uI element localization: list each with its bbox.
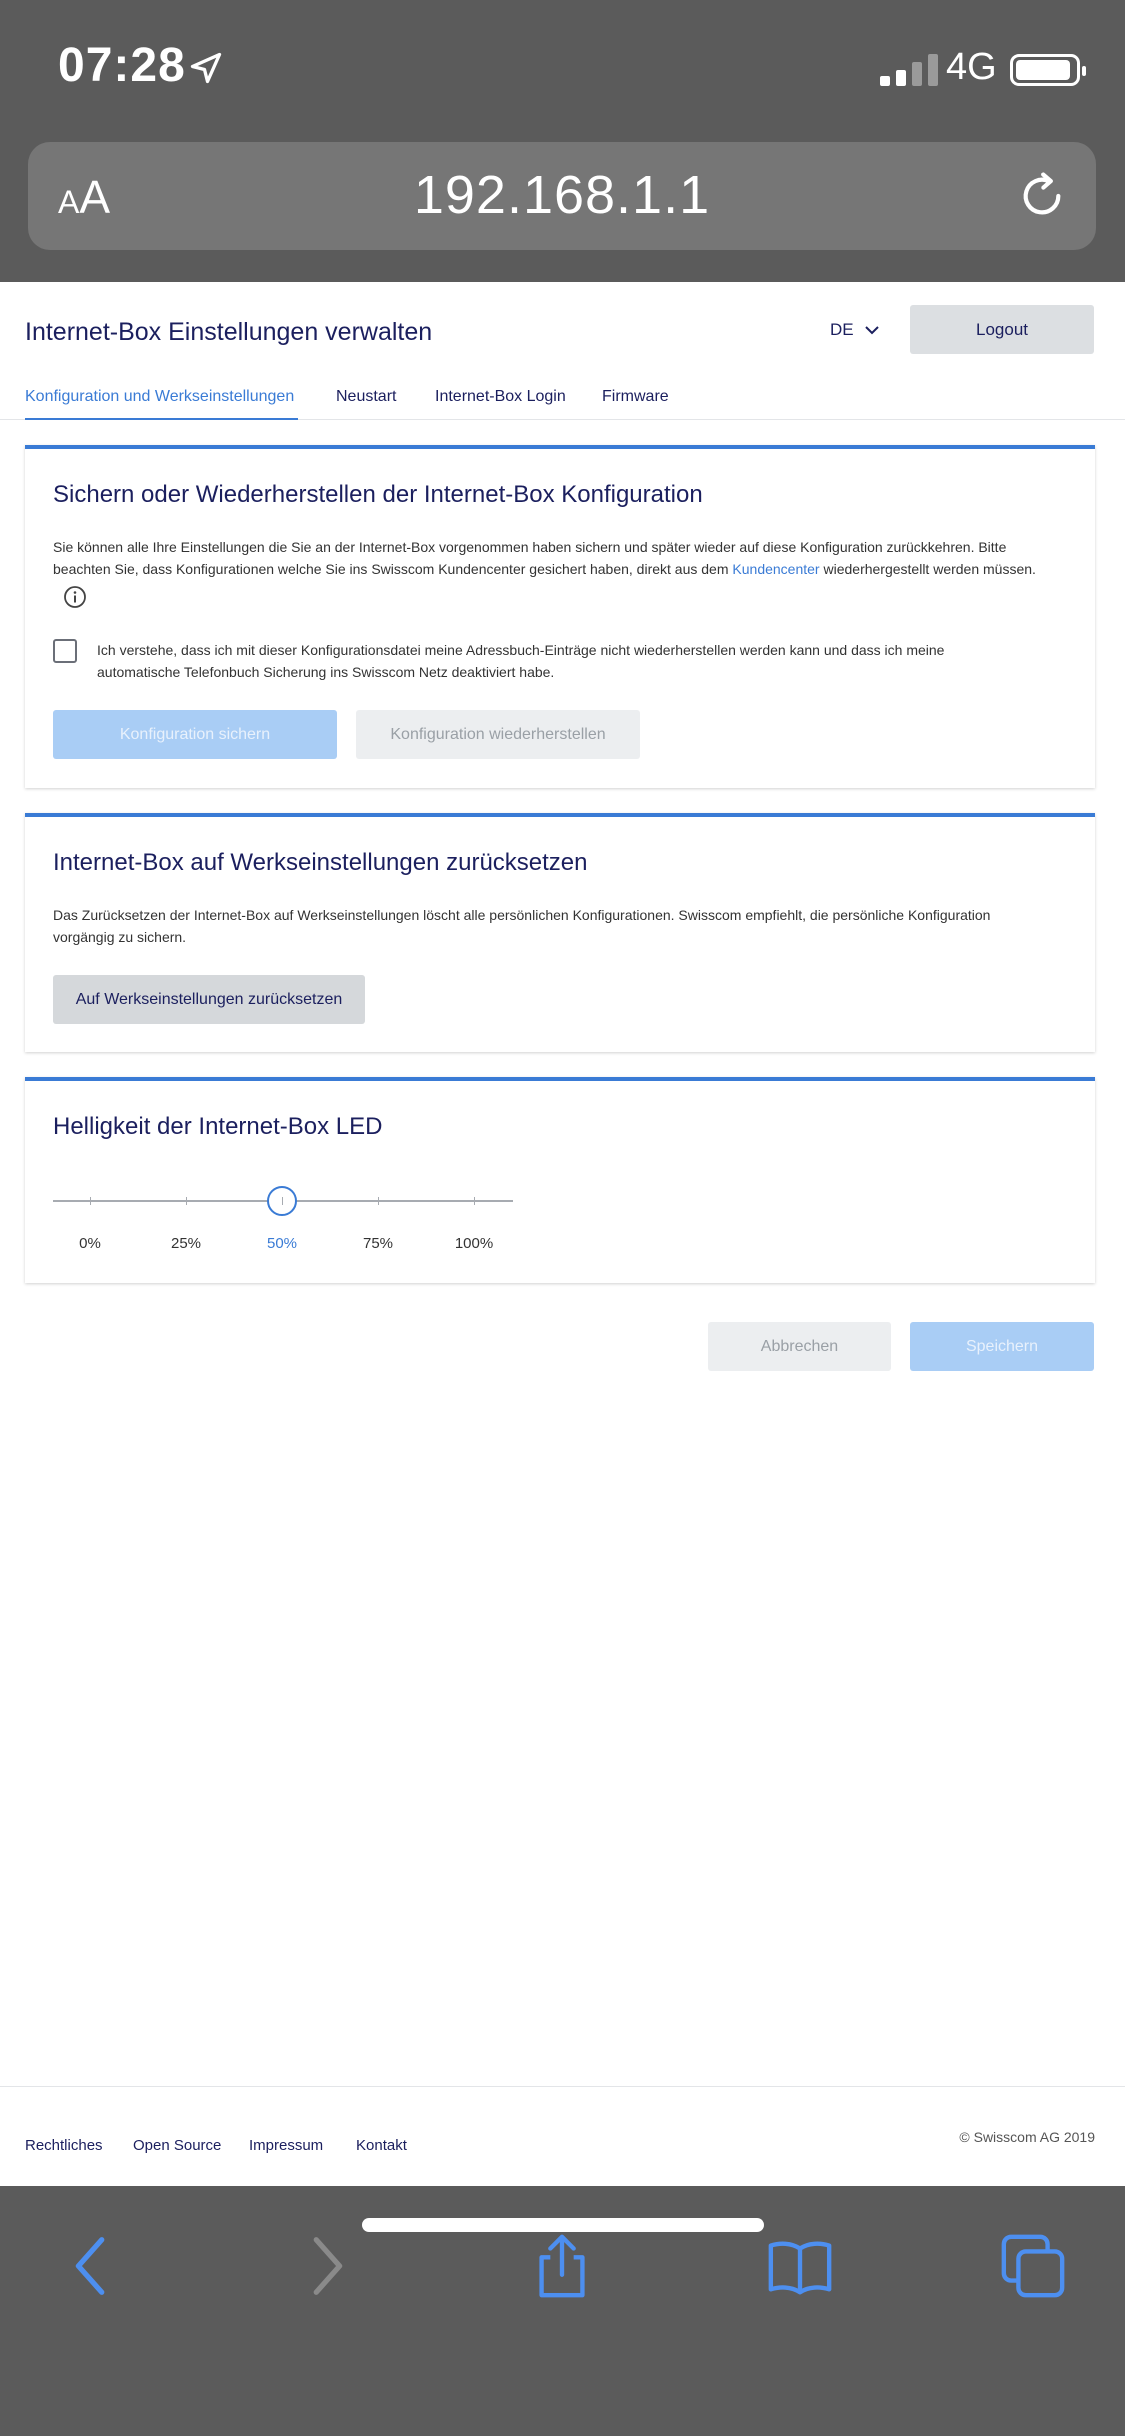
led-slider-tick [378,1197,379,1205]
led-option-label[interactable]: 75% [362,1235,394,1252]
footer-link-legal[interactable]: Rechtliches [25,2137,103,2154]
url-text[interactable]: 192.168.1.1 [413,165,711,225]
text-size-button[interactable]: AA [58,171,111,223]
led-option-label[interactable]: 50% [266,1235,298,1252]
address-bar[interactable] [28,142,1096,250]
factory-reset-card [25,813,1095,1052]
footer-link-open-source[interactable]: Open Source [133,2137,222,2154]
browser-top-bar [0,0,1125,282]
acknowledge-label: Ich verstehe, dass ich mit dieser Konfigurationsdatei meine Adressbuch-Einträge nicht wiederherstellen werden kann und dass ich meine automatische Telefonbuch Sicherung ins Swisscom Netz deaktiviert habe. [97,642,945,680]
back-icon[interactable] [58,2231,128,2301]
language-label: DE [830,320,854,339]
save-button[interactable]: Speichern [910,1322,1094,1371]
tabs-icon[interactable] [998,2231,1068,2301]
factory-reset-title: Internet-Box auf Werkseinstellungen zurücksetzen [53,849,588,876]
chevron-down-icon [864,322,880,338]
tab-box-login[interactable]: Internet-Box Login [435,388,566,405]
led-option-label[interactable]: 25% [170,1235,202,1252]
led-option-label[interactable]: 0% [79,1235,101,1252]
led-brightness-card [25,1077,1095,1283]
kundencenter-link[interactable]: Kundencenter [732,561,820,577]
backup-description: Sie können alle Ihre Einstellungen die Sie an der Internet-Box vorgenommen haben sichern und später wieder auf diese Konfiguration zurückkehren. Bitte beachten Sie, dass Konfigurationen welche Sie ins Swisscom Kundencenter gesichert haben, direkt aus dem Kundencenter wiederhergestellt werden müssen. [53,539,1036,577]
cellular-signal-icon [880,52,938,86]
restore-configuration-button[interactable]: Konfiguration wiederherstellen [356,710,640,759]
info-icon[interactable] [63,585,87,609]
backup-card-title: Sichern oder Wiederherstellen der Internet-Box Konfiguration [53,481,703,508]
copyright: © Swisscom AG 2019 [959,2129,1095,2145]
tab-configuration[interactable]: Konfiguration und Werkseinstellungen [25,388,295,405]
status-time: 07:28 [58,39,186,92]
factory-reset-description: Das Zurücksetzen der Internet-Box auf Werkseinstellungen löscht alle persönlichen Konfigurationen. Swisscom empfiehlt, die persönliche Konfiguration vorgängig zu sichern. [53,907,991,945]
tab-bar [0,380,1125,420]
tab-restart[interactable]: Neustart [336,388,397,405]
led-slider-tick [186,1197,187,1205]
logout-button[interactable]: Logout [910,305,1094,354]
cancel-button[interactable]: Abbrechen [708,1322,891,1371]
led-slider-tick [282,1197,283,1205]
bookmarks-icon[interactable] [765,2231,835,2301]
backup-restore-card [25,445,1095,788]
tab-firmware[interactable]: Firmware [602,388,669,405]
footer-link-contact[interactable]: Kontakt [356,2137,407,2154]
page-footer [0,2086,1125,2186]
led-card-title: Helligkeit der Internet-Box LED [53,1113,383,1140]
forward-icon[interactable] [290,2231,360,2301]
share-icon[interactable] [527,2231,597,2301]
led-slider-tick [90,1197,91,1205]
battery-icon [1010,54,1080,86]
home-indicator [362,2218,764,2232]
language-selector[interactable] [830,320,880,340]
led-option-label[interactable]: 100% [454,1235,494,1252]
factory-reset-button[interactable]: Auf Werkseinstellungen zurücksetzen [53,975,365,1024]
save-configuration-button[interactable]: Konfiguration sichern [53,710,337,759]
reload-icon[interactable] [1014,168,1070,224]
page-title: Internet-Box Einstellungen verwalten [25,318,433,346]
location-arrow-icon [188,50,224,86]
active-tab-indicator [25,418,298,420]
footer-link-imprint[interactable]: Impressum [249,2137,324,2154]
network-type: 4G [946,46,997,88]
led-slider-tick [474,1197,475,1205]
acknowledge-checkbox[interactable] [53,639,77,663]
